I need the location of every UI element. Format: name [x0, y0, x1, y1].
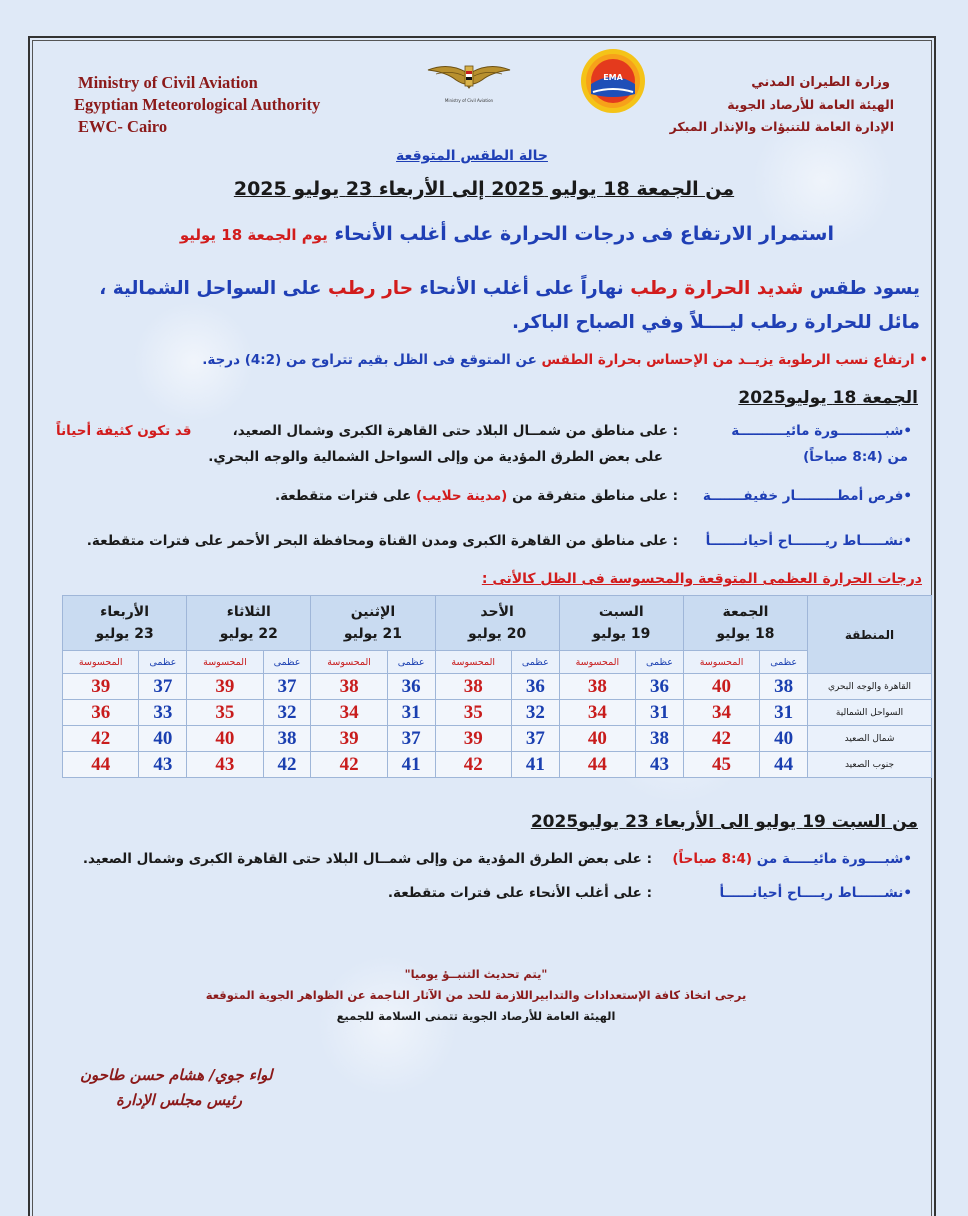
header-ar-authority: الهيئة العامة للأرصاد الجوية — [727, 97, 894, 112]
summary-text-f: على السواحل الشمالية ، — [99, 278, 322, 299]
day-date: 20 يوليو — [468, 626, 527, 642]
logo-text: EMA — [603, 73, 623, 82]
footer-update: "يتم تحديث التنبــؤ يوميا" — [404, 967, 548, 981]
day-name: السبت — [598, 604, 644, 620]
feel-label: المحسوسة — [311, 651, 387, 674]
feel-temp-cell: 35 — [435, 700, 511, 726]
feel-temp-cell: 38 — [435, 674, 511, 700]
feel-temp-cell: 45 — [683, 752, 759, 778]
day2-wind-desc: : على أغلب الأنحاء على فترات متقطعة. — [387, 885, 652, 901]
table-row — [63, 700, 932, 726]
header-en-ministry: Ministry of Civil Aviation — [78, 73, 258, 92]
region-name: القاهرة والوجه البحري — [808, 674, 932, 700]
headline-main: استمرار الارتفاع فى درجات الحرارة على أغلب الأنحاء — [334, 223, 834, 245]
max-temp-cell: 32 — [263, 700, 311, 726]
feel-temp-cell: 34 — [683, 700, 759, 726]
max-temp-cell: 33 — [139, 700, 187, 726]
day2-fog-label-text: شبــــورة مائيـــــة من — [756, 851, 904, 867]
day-name: الثلاثاء — [226, 604, 271, 620]
max-label: عظمى — [263, 651, 311, 674]
region-name: شمال الصعيد — [808, 726, 932, 752]
day1-wind-label — [706, 533, 912, 549]
feel-temp-cell: 34 — [559, 700, 635, 726]
table-header-row — [63, 596, 932, 651]
feel-temp-cell: 43 — [187, 752, 263, 778]
day2-title: من السبت 19 يوليو الى الأربعاء 23 يوليو2025 — [530, 812, 918, 832]
day-date: 23 يوليو — [95, 626, 154, 642]
region-name: السواحل الشمالية — [808, 700, 932, 726]
day-name: الأربعاء — [100, 604, 150, 620]
day-name: الأحد — [480, 604, 514, 620]
humidity-text-b: عن المتوقع فى الظل بقيم تتراوح من (4:2) درجة. — [202, 352, 537, 368]
max-temp-cell: 32 — [511, 700, 559, 726]
day-date: 18 يوليو — [716, 626, 775, 642]
bullet-icon: • — [903, 533, 912, 549]
footer-wish: الهيئة العامة للأرصاد الجوية تتمنى السلامة للجميع — [336, 1009, 616, 1023]
feel-temp-cell: 39 — [435, 726, 511, 752]
max-label: عظمى — [636, 651, 684, 674]
day2-fog-desc: : على بعض الطرق المؤدية من وإلى شمــال البلاد حتى القاهرة الكبرى وشمال الصعيد. — [82, 851, 652, 867]
max-temp-cell: 36 — [387, 674, 435, 700]
feel-temp-cell: 39 — [187, 674, 263, 700]
summary-text-d: نهاراً على أغلب الأنحاء — [419, 278, 624, 299]
summary-text-b: شديد الحرارة — [684, 278, 804, 299]
day-header — [435, 596, 559, 651]
max-label: عظمى — [511, 651, 559, 674]
feel-temp-cell: 42 — [683, 726, 759, 752]
day1-fog-dense: قد تكون كثيفة أحياناً — [56, 423, 192, 439]
feel-label: المحسوسة — [63, 651, 139, 674]
feel-temp-cell: 42 — [63, 726, 139, 752]
summary-text-c: رطب — [630, 278, 678, 299]
humidity-bullet-icon: • — [919, 352, 928, 368]
max-temp-cell: 42 — [263, 752, 311, 778]
max-temp-cell: 43 — [636, 752, 684, 778]
humidity-text-a: ارتفاع نسب الرطوبة يزيــد من الإحساس بحرارة الطقس — [541, 352, 915, 368]
region-name: جنوب الصعيد — [808, 752, 932, 778]
feel-label: المحسوسة — [435, 651, 511, 674]
header-ar-directorate: الإدارة العامة للتنبؤات والإنذار المبكر — [669, 119, 894, 134]
feel-temp-cell: 39 — [63, 674, 139, 700]
logo-caption: Ministry of Civil Aviation — [444, 98, 494, 103]
max-temp-cell: 37 — [511, 726, 559, 752]
day2-wind-label — [720, 885, 912, 901]
max-temp-cell: 36 — [636, 674, 684, 700]
max-temp-cell: 40 — [139, 726, 187, 752]
day2-fog-time: (8:4 صباحاً) — [672, 851, 753, 867]
feel-temp-cell: 35 — [187, 700, 263, 726]
max-label: عظمى — [387, 651, 435, 674]
table-row — [63, 752, 932, 778]
day1-wind-desc: : على مناطق من القاهرة الكبرى ومدن القناة ومحافظة البحر الأحمر على فترات متقطعة. — [86, 533, 678, 549]
max-temp-cell: 41 — [511, 752, 559, 778]
feel-temp-cell: 42 — [435, 752, 511, 778]
day1-fog-time: من (8:4 صباحاً) — [803, 449, 908, 465]
headline-day: يوم الجمعة 18 يوليو — [179, 226, 328, 244]
bullet-icon: • — [903, 885, 912, 901]
feel-temp-cell: 40 — [559, 726, 635, 752]
ema-sun-logo — [575, 48, 651, 114]
period-title: من الجمعة 18 يوليو 2025 إلى الأربعاء 23 يوليو 2025 — [233, 178, 735, 200]
summary-line-2: مائل للحرارة رطب ليــــلاً وفي الصباح الباكر. — [511, 312, 920, 333]
day1-rain-desc — [275, 488, 678, 504]
day1-fog-desc: : على مناطق من شمــال البلاد حتى القاهرة الكبرى وشمال الصعيد، — [232, 423, 678, 439]
feel-temp-cell: 38 — [311, 674, 387, 700]
max-label: عظمى — [760, 651, 808, 674]
day2-fog-label — [672, 851, 912, 867]
day-name: الإثنين — [350, 604, 396, 620]
day-header — [559, 596, 683, 651]
headline — [92, 223, 834, 245]
max-temp-cell: 38 — [636, 726, 684, 752]
max-temp-cell: 38 — [760, 674, 808, 700]
feel-label: المحسوسة — [187, 651, 263, 674]
feel-temp-cell: 39 — [311, 726, 387, 752]
feel-temp-cell: 40 — [683, 674, 759, 700]
day-header — [683, 596, 807, 651]
feel-temp-cell: 34 — [311, 700, 387, 726]
feel-temp-cell: 44 — [559, 752, 635, 778]
max-temp-cell: 37 — [263, 674, 311, 700]
max-temp-cell: 41 — [387, 752, 435, 778]
temperature-table — [62, 595, 932, 778]
feel-temp-cell: 36 — [63, 700, 139, 726]
day1-fog-desc2: على بعض الطرق المؤدية من وإلى السواحل الشمالية والوجه البحري. — [208, 449, 663, 465]
max-temp-cell: 38 — [263, 726, 311, 752]
max-temp-cell: 36 — [511, 674, 559, 700]
feel-label: المحسوسة — [683, 651, 759, 674]
feel-temp-cell: 44 — [63, 752, 139, 778]
rain-label-text: فرص أمطـــــــــار خفيفـــــــة — [702, 488, 904, 504]
day1-fog-label — [731, 423, 912, 439]
bullet-icon: • — [903, 488, 912, 504]
header-en-ewc: EWC- Cairo — [78, 117, 168, 136]
max-temp-cell: 37 — [387, 726, 435, 752]
bullet-icon: • — [903, 423, 912, 439]
day-name: الجمعة — [722, 604, 769, 620]
signature-title: رئيس مجلس الإدارة — [116, 1091, 242, 1109]
table-body — [63, 674, 932, 778]
max-temp-cell: 37 — [139, 674, 187, 700]
day1-rain-label — [703, 488, 912, 504]
rain-desc-b: (مدينة حلايب) — [416, 488, 508, 504]
day1-title: الجمعة 18 يوليو2025 — [738, 388, 918, 408]
rain-desc-a: : على مناطق متفرقة من — [512, 488, 678, 504]
day2-wind-label-text: نشــــــاط ريــــاح أحيانــــــأ — [719, 885, 904, 901]
wind-label-text: نشـــــاط ريـــــــاح أحيانـــــــأ — [705, 533, 904, 549]
region-header: المنطقة — [808, 596, 932, 674]
header-en-authority: Egyptian Meteorological Authority — [74, 95, 321, 114]
fog-label-text: شبــــــــــورة مائيــــــــــة — [731, 423, 904, 439]
day-header — [311, 596, 435, 651]
day-header — [63, 596, 187, 651]
table-row — [63, 674, 932, 700]
civil-aviation-eagle-logo — [426, 58, 512, 108]
max-temp-cell: 31 — [387, 700, 435, 726]
bullet-icon: • — [903, 851, 912, 867]
table-title: درجات الحرارة العظمى المتوقعة والمحسوسة فى الظل كالأتى : — [481, 571, 922, 587]
max-temp-cell: 31 — [760, 700, 808, 726]
summary-text-e: حار رطب — [328, 278, 414, 299]
subtitle: حالة الطقس المتوقعة — [396, 148, 548, 164]
table-row — [63, 726, 932, 752]
feel-label: المحسوسة — [559, 651, 635, 674]
rain-desc-c: على فترات متقطعة. — [274, 488, 412, 504]
feel-temp-cell: 38 — [559, 674, 635, 700]
summary-line-1 — [99, 278, 920, 299]
header-ar-ministry: وزارة الطيران المدني — [751, 75, 890, 90]
summary-text-a: يسود طقس — [809, 278, 920, 299]
max-temp-cell: 40 — [760, 726, 808, 752]
max-temp-cell: 43 — [139, 752, 187, 778]
humidity-note — [202, 352, 928, 368]
signature-name: لواء جوي/ هشام حسن طاحون — [80, 1066, 273, 1084]
day-date: 19 يوليو — [592, 626, 651, 642]
max-temp-cell: 44 — [760, 752, 808, 778]
table-subheader-row — [63, 651, 932, 674]
feel-temp-cell: 42 — [311, 752, 387, 778]
day-date: 22 يوليو — [219, 626, 278, 642]
day-header — [187, 596, 311, 651]
footer-advice: يرجى اتخاذ كافة الإستعدادات والتدابيراللازمة للحد من الآثار الناجمة عن الظواهر الجوية المتوقعة — [205, 988, 747, 1002]
feel-temp-cell: 40 — [187, 726, 263, 752]
max-temp-cell: 31 — [636, 700, 684, 726]
day-date: 21 يوليو — [343, 626, 403, 642]
max-label: عظمى — [139, 651, 187, 674]
